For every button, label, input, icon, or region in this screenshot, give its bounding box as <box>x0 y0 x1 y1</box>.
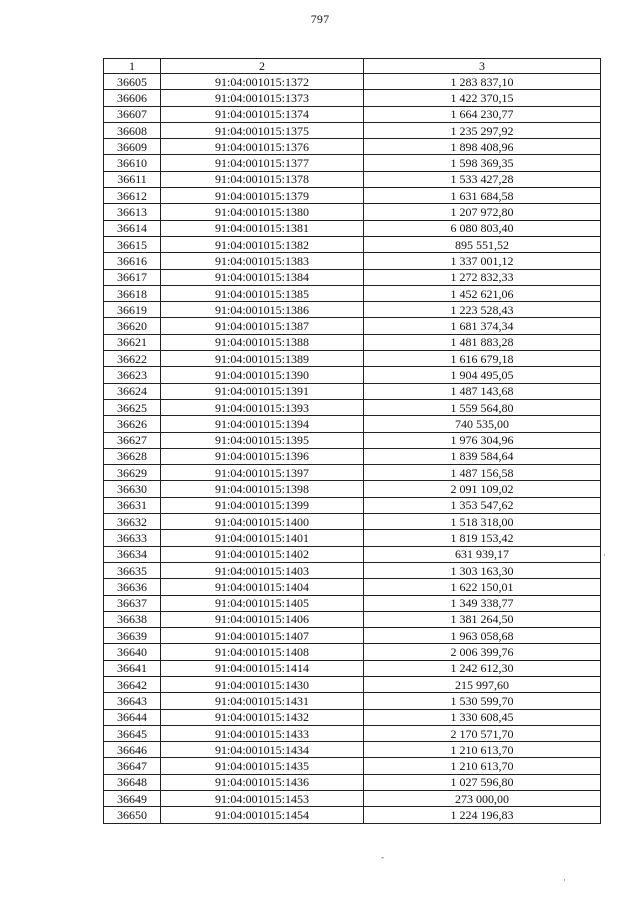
cadastral-number-cell: 91:04:001015:1395 <box>161 432 364 448</box>
row-number-cell: 36622 <box>104 351 161 367</box>
cadastral-number-cell: 91:04:001015:1436 <box>161 774 364 790</box>
cadastral-value-cell: 1 272 832,33 <box>364 269 601 285</box>
cadastral-number-cell: 91:04:001015:1394 <box>161 416 364 432</box>
table-row <box>104 399 601 415</box>
cadastral-number-cell: 91:04:001015:1399 <box>161 497 364 513</box>
table-row <box>104 546 601 562</box>
cadastral-number-cell: 91:04:001015:1433 <box>161 725 364 741</box>
cadastral-value-cell: 1 210 613,70 <box>364 758 601 774</box>
cadastral-value-cell: 1 533 427,28 <box>364 171 601 187</box>
row-number-cell: 36628 <box>104 448 161 464</box>
cadastral-value-cell: 1 898 408,96 <box>364 139 601 155</box>
scan-dot-mark: · <box>563 875 566 885</box>
cadastral-value-cell: 1 976 304,96 <box>364 432 601 448</box>
cadastral-number-cell: 91:04:001015:1402 <box>161 546 364 562</box>
cadastral-number-cell: 91:04:001015:1396 <box>161 448 364 464</box>
cadastral-value-cell: 1 381 264,50 <box>364 611 601 627</box>
row-number-cell: 36648 <box>104 774 161 790</box>
header-row <box>104 59 601 74</box>
cadastral-value-cell: 2 091 109,02 <box>364 481 601 497</box>
cadastral-number-cell: 91:04:001015:1385 <box>161 285 364 301</box>
table-row <box>104 448 601 464</box>
row-number-cell: 36630 <box>104 481 161 497</box>
cadastral-value-cell: 1 487 143,68 <box>364 383 601 399</box>
cadastral-value-cell: 1 481 883,28 <box>364 334 601 350</box>
row-number-cell: 36606 <box>104 90 161 106</box>
row-number-cell: 36605 <box>104 74 161 90</box>
cadastral-number-cell: 91:04:001015:1430 <box>161 676 364 692</box>
cadastral-value-cell: 1 242 612,30 <box>364 660 601 676</box>
table-row <box>104 74 601 90</box>
cadastral-value-cell: 1 452 621,06 <box>364 285 601 301</box>
cadastral-value-cell: 1 518 318,00 <box>364 514 601 530</box>
cadastral-number-cell: 91:04:001015:1373 <box>161 90 364 106</box>
cadastral-value-cell: 1 353 547,62 <box>364 497 601 513</box>
row-number-cell: 36624 <box>104 383 161 399</box>
table-row <box>104 742 601 758</box>
cadastral-number-cell: 91:04:001015:1386 <box>161 302 364 318</box>
table-row <box>104 318 601 334</box>
cadastral-number-cell: 91:04:001015:1379 <box>161 188 364 204</box>
cadastral-value-cell: 1 283 837,10 <box>364 74 601 90</box>
table-row <box>104 253 601 269</box>
column-header-2: 2 <box>161 59 364 74</box>
cadastral-number-cell: 91:04:001015:1403 <box>161 562 364 578</box>
table-row <box>104 171 601 187</box>
cadastral-number-cell: 91:04:001015:1407 <box>161 628 364 644</box>
table-row <box>104 188 601 204</box>
table-row <box>104 285 601 301</box>
row-number-cell: 36608 <box>104 122 161 138</box>
row-number-cell: 36629 <box>104 465 161 481</box>
cadastral-value-cell: 215 997,60 <box>364 676 601 692</box>
table-row <box>104 383 601 399</box>
table-row <box>104 155 601 171</box>
row-number-cell: 36612 <box>104 188 161 204</box>
cadastral-value-cell: 1 631 684,58 <box>364 188 601 204</box>
row-number-cell: 36619 <box>104 302 161 318</box>
row-number-cell: 36646 <box>104 742 161 758</box>
cadastral-number-cell: 91:04:001015:1405 <box>161 595 364 611</box>
row-number-cell: 36623 <box>104 367 161 383</box>
table-row <box>104 351 601 367</box>
table-row <box>104 432 601 448</box>
row-number-cell: 36625 <box>104 399 161 415</box>
cadastral-number-cell: 91:04:001015:1389 <box>161 351 364 367</box>
cadastral-number-cell: 91:04:001015:1408 <box>161 644 364 660</box>
row-number-cell: 36633 <box>104 530 161 546</box>
cadastral-value-cell: 1 235 297,92 <box>364 122 601 138</box>
row-number-cell: 36627 <box>104 432 161 448</box>
table-row <box>104 693 601 709</box>
cadastral-value-cell: 1 664 230,77 <box>364 106 601 122</box>
cadastral-number-cell: 91:04:001015:1414 <box>161 660 364 676</box>
cadastral-value-table <box>103 58 601 824</box>
table-row <box>104 595 601 611</box>
row-number-cell: 36611 <box>104 171 161 187</box>
table-row <box>104 709 601 725</box>
row-number-cell: 36636 <box>104 579 161 595</box>
cadastral-number-cell: 91:04:001015:1381 <box>161 220 364 236</box>
table-row <box>104 269 601 285</box>
row-number-cell: 36643 <box>104 693 161 709</box>
table-row <box>104 220 601 236</box>
column-header-1: 1 <box>104 59 161 74</box>
table-row <box>104 660 601 676</box>
cadastral-number-cell: 91:04:001015:1387 <box>161 318 364 334</box>
cadastral-value-cell: 1 210 613,70 <box>364 742 601 758</box>
row-number-cell: 36638 <box>104 611 161 627</box>
cadastral-value-cell: 1 223 528,43 <box>364 302 601 318</box>
row-number-cell: 36621 <box>104 334 161 350</box>
cadastral-number-cell: 91:04:001015:1431 <box>161 693 364 709</box>
cadastral-number-cell: 91:04:001015:1454 <box>161 807 364 823</box>
table-row <box>104 725 601 741</box>
cadastral-value-cell: 1 616 679,18 <box>364 351 601 367</box>
cadastral-value-cell: 1 559 564,80 <box>364 399 601 415</box>
cadastral-value-table-container <box>103 58 600 824</box>
cadastral-number-cell: 91:04:001015:1388 <box>161 334 364 350</box>
row-number-cell: 36632 <box>104 514 161 530</box>
table-row <box>104 465 601 481</box>
cadastral-value-cell: 1 330 608,45 <box>364 709 601 725</box>
cadastral-number-cell: 91:04:001015:1398 <box>161 481 364 497</box>
row-number-cell: 36615 <box>104 236 161 252</box>
table-row <box>104 236 601 252</box>
cadastral-value-cell: 1 027 596,80 <box>364 774 601 790</box>
row-number-cell: 36647 <box>104 758 161 774</box>
scan-dash-mark: - <box>381 852 384 862</box>
cadastral-value-cell: 1 839 584,64 <box>364 448 601 464</box>
row-number-cell: 36635 <box>104 562 161 578</box>
table-header <box>104 59 601 74</box>
cadastral-value-cell: 1 622 150,01 <box>364 579 601 595</box>
cadastral-value-cell: 1 530 599,70 <box>364 693 601 709</box>
row-number-cell: 36640 <box>104 644 161 660</box>
row-number-cell: 36631 <box>104 497 161 513</box>
cadastral-number-cell: 91:04:001015:1380 <box>161 204 364 220</box>
cadastral-number-cell: 91:04:001015:1393 <box>161 399 364 415</box>
cadastral-value-cell: 1 349 338,77 <box>364 595 601 611</box>
cadastral-value-cell: 1 207 972,80 <box>364 204 601 220</box>
table-row <box>104 90 601 106</box>
table-row <box>104 204 601 220</box>
row-number-cell: 36644 <box>104 709 161 725</box>
cadastral-value-cell: 6 080 803,40 <box>364 220 601 236</box>
cadastral-value-cell: 2 006 399,76 <box>364 644 601 660</box>
table-row <box>104 676 601 692</box>
table-row <box>104 497 601 513</box>
table-row <box>104 807 601 823</box>
row-number-cell: 36614 <box>104 220 161 236</box>
cadastral-value-cell: 1 681 374,34 <box>364 318 601 334</box>
cadastral-number-cell: 91:04:001015:1376 <box>161 139 364 155</box>
row-number-cell: 36650 <box>104 807 161 823</box>
row-number-cell: 36639 <box>104 628 161 644</box>
table-row <box>104 481 601 497</box>
table-row <box>104 628 601 644</box>
row-number-cell: 36617 <box>104 269 161 285</box>
table-row <box>104 106 601 122</box>
table-row <box>104 530 601 546</box>
cadastral-value-cell: 2 170 571,70 <box>364 725 601 741</box>
cadastral-number-cell: 91:04:001015:1404 <box>161 579 364 595</box>
row-number-cell: 36637 <box>104 595 161 611</box>
cadastral-number-cell: 91:04:001015:1375 <box>161 122 364 138</box>
cadastral-value-cell: 1 337 001,12 <box>364 253 601 269</box>
table-row <box>104 758 601 774</box>
table-row <box>104 334 601 350</box>
table-row <box>104 611 601 627</box>
row-number-cell: 36613 <box>104 204 161 220</box>
cadastral-number-cell: 91:04:001015:1391 <box>161 383 364 399</box>
cadastral-number-cell: 91:04:001015:1384 <box>161 269 364 285</box>
row-number-cell: 36610 <box>104 155 161 171</box>
table-row <box>104 579 601 595</box>
cadastral-number-cell: 91:04:001015:1397 <box>161 465 364 481</box>
cadastral-value-cell: 1 422 370,15 <box>364 90 601 106</box>
cadastral-number-cell: 91:04:001015:1434 <box>161 742 364 758</box>
cadastral-value-cell: 1 487 156,58 <box>364 465 601 481</box>
row-number-cell: 36649 <box>104 791 161 807</box>
cadastral-number-cell: 91:04:001015:1435 <box>161 758 364 774</box>
table-row <box>104 139 601 155</box>
cadastral-number-cell: 91:04:001015:1401 <box>161 530 364 546</box>
cadastral-number-cell: 91:04:001015:1453 <box>161 791 364 807</box>
cadastral-number-cell: 91:04:001015:1374 <box>161 106 364 122</box>
row-number-cell: 36626 <box>104 416 161 432</box>
table-row <box>104 791 601 807</box>
table-row <box>104 416 601 432</box>
table-row <box>104 514 601 530</box>
cadastral-number-cell: 91:04:001015:1378 <box>161 171 364 187</box>
page-number: 797 <box>310 12 330 26</box>
table-row <box>104 562 601 578</box>
row-number-cell: 36641 <box>104 660 161 676</box>
cadastral-value-cell: 1 224 196,83 <box>364 807 601 823</box>
row-number-cell: 36609 <box>104 139 161 155</box>
row-number-cell: 36634 <box>104 546 161 562</box>
scan-dot-mark: · <box>603 550 606 560</box>
row-number-cell: 36645 <box>104 725 161 741</box>
row-number-cell: 36607 <box>104 106 161 122</box>
cadastral-value-cell: 1 963 058,68 <box>364 628 601 644</box>
row-number-cell: 36642 <box>104 676 161 692</box>
cadastral-number-cell: 91:04:001015:1406 <box>161 611 364 627</box>
cadastral-value-cell: 740 535,00 <box>364 416 601 432</box>
cadastral-number-cell: 91:04:001015:1377 <box>161 155 364 171</box>
cadastral-number-cell: 91:04:001015:1390 <box>161 367 364 383</box>
table-row <box>104 774 601 790</box>
cadastral-value-cell: 895 551,52 <box>364 236 601 252</box>
table-row <box>104 302 601 318</box>
table-body <box>104 74 601 824</box>
table-row <box>104 122 601 138</box>
row-number-cell: 36620 <box>104 318 161 334</box>
table-row <box>104 367 601 383</box>
cadastral-value-cell: 631 939,17 <box>364 546 601 562</box>
cadastral-value-cell: 1 819 153,42 <box>364 530 601 546</box>
column-header-3: 3 <box>364 59 601 74</box>
cadastral-number-cell: 91:04:001015:1382 <box>161 236 364 252</box>
table-row <box>104 644 601 660</box>
cadastral-number-cell: 91:04:001015:1400 <box>161 514 364 530</box>
cadastral-value-cell: 1 904 495,05 <box>364 367 601 383</box>
row-number-cell: 36618 <box>104 285 161 301</box>
cadastral-number-cell: 91:04:001015:1432 <box>161 709 364 725</box>
cadastral-value-cell: 273 000,00 <box>364 791 601 807</box>
cadastral-value-cell: 1 598 369,35 <box>364 155 601 171</box>
row-number-cell: 36616 <box>104 253 161 269</box>
cadastral-number-cell: 91:04:001015:1383 <box>161 253 364 269</box>
cadastral-value-cell: 1 303 163,30 <box>364 562 601 578</box>
cadastral-number-cell: 91:04:001015:1372 <box>161 74 364 90</box>
